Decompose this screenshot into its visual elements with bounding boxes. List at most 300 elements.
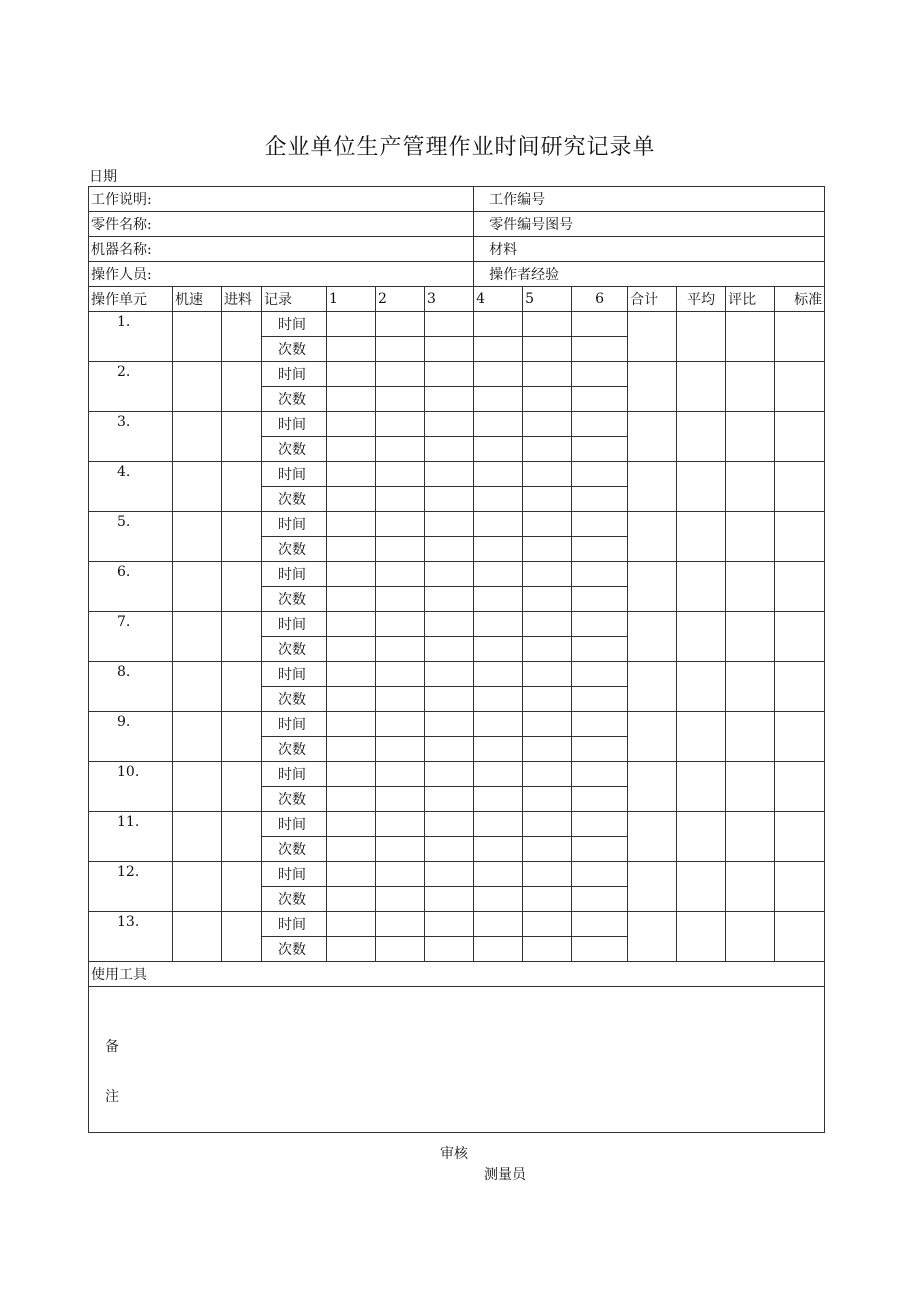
count-cell-2[interactable] bbox=[376, 737, 425, 762]
count-cell-4[interactable] bbox=[474, 937, 523, 962]
count-cell-3[interactable] bbox=[425, 637, 474, 662]
machine-speed-cell[interactable] bbox=[173, 312, 222, 362]
time-cell-5[interactable] bbox=[523, 412, 572, 437]
count-cell-4[interactable] bbox=[474, 487, 523, 512]
average-cell[interactable] bbox=[677, 412, 726, 462]
feed-cell[interactable] bbox=[222, 412, 262, 462]
count-cell-2[interactable] bbox=[376, 937, 425, 962]
time-cell-5[interactable] bbox=[523, 612, 572, 637]
operator-experience-field[interactable]: 操作者经验 bbox=[474, 262, 825, 287]
time-cell-5[interactable] bbox=[523, 662, 572, 687]
average-cell[interactable] bbox=[677, 662, 726, 712]
count-cell-3[interactable] bbox=[425, 387, 474, 412]
average-cell[interactable] bbox=[677, 612, 726, 662]
count-cell-4[interactable] bbox=[474, 687, 523, 712]
count-cell-4[interactable] bbox=[474, 887, 523, 912]
count-cell-6[interactable] bbox=[572, 687, 628, 712]
rating-cell[interactable] bbox=[726, 612, 775, 662]
surveyor-label: 测量员 bbox=[484, 1167, 526, 1183]
time-cell-5[interactable] bbox=[523, 312, 572, 337]
rating-cell[interactable] bbox=[726, 712, 775, 762]
count-cell-2[interactable] bbox=[376, 687, 425, 712]
time-cell-2[interactable] bbox=[376, 712, 425, 737]
average-cell[interactable] bbox=[677, 362, 726, 412]
time-cell-2[interactable] bbox=[376, 662, 425, 687]
count-cell-1[interactable] bbox=[327, 737, 376, 762]
count-cell-2[interactable] bbox=[376, 537, 425, 562]
standard-cell[interactable] bbox=[775, 612, 825, 662]
time-cell-5[interactable] bbox=[523, 562, 572, 587]
time-cell-2[interactable] bbox=[376, 412, 425, 437]
record-time-label: 时间 bbox=[262, 712, 327, 737]
count-cell-3[interactable] bbox=[425, 937, 474, 962]
count-cell-1[interactable] bbox=[327, 437, 376, 462]
count-cell-5[interactable] bbox=[523, 337, 572, 362]
count-cell-6[interactable] bbox=[572, 437, 628, 462]
count-cell-2[interactable] bbox=[376, 487, 425, 512]
count-cell-5[interactable] bbox=[523, 487, 572, 512]
record-count-label: 次数 bbox=[262, 787, 327, 812]
feed-cell[interactable] bbox=[222, 662, 262, 712]
count-cell-5[interactable] bbox=[523, 937, 572, 962]
time-cell-4[interactable] bbox=[474, 512, 523, 537]
time-cell-3[interactable] bbox=[425, 462, 474, 487]
machine-speed-cell[interactable] bbox=[173, 362, 222, 412]
count-cell-3[interactable] bbox=[425, 837, 474, 862]
count-cell-6[interactable] bbox=[572, 337, 628, 362]
count-cell-4[interactable] bbox=[474, 787, 523, 812]
rating-cell[interactable] bbox=[726, 362, 775, 412]
machine-speed-cell[interactable] bbox=[173, 762, 222, 812]
header-col-1: 1 bbox=[327, 287, 376, 312]
time-cell-5[interactable] bbox=[523, 462, 572, 487]
feed-cell[interactable] bbox=[222, 762, 262, 812]
count-cell-3[interactable] bbox=[425, 687, 474, 712]
time-cell-5[interactable] bbox=[523, 712, 572, 737]
total-cell[interactable] bbox=[628, 312, 677, 362]
count-cell-6[interactable] bbox=[572, 387, 628, 412]
time-cell-3[interactable] bbox=[425, 812, 474, 837]
time-cell-2[interactable] bbox=[376, 312, 425, 337]
average-cell[interactable] bbox=[677, 862, 726, 912]
header-col-4: 4 bbox=[474, 287, 523, 312]
count-cell-3[interactable] bbox=[425, 487, 474, 512]
record-time-label: 时间 bbox=[262, 862, 327, 887]
header-feed: 进料 bbox=[222, 287, 262, 312]
standard-cell[interactable] bbox=[775, 362, 825, 412]
count-cell-3[interactable] bbox=[425, 887, 474, 912]
tools-row bbox=[89, 962, 825, 987]
time-cell-2[interactable] bbox=[376, 462, 425, 487]
count-cell-6[interactable] bbox=[572, 637, 628, 662]
count-cell-4[interactable] bbox=[474, 537, 523, 562]
standard-cell[interactable] bbox=[775, 812, 825, 862]
record-time-label: 时间 bbox=[262, 662, 327, 687]
material-field[interactable]: 材料 bbox=[474, 237, 825, 262]
header-col-5: 5 bbox=[523, 287, 572, 312]
feed-cell[interactable] bbox=[222, 462, 262, 512]
time-cell-1[interactable] bbox=[327, 912, 376, 937]
header-col-6: 6 bbox=[572, 287, 628, 312]
feed-cell[interactable] bbox=[222, 512, 262, 562]
time-cell-6[interactable] bbox=[572, 662, 628, 687]
rating-cell[interactable] bbox=[726, 762, 775, 812]
count-cell-1[interactable] bbox=[327, 787, 376, 812]
average-cell[interactable] bbox=[677, 812, 726, 862]
count-cell-4[interactable] bbox=[474, 637, 523, 662]
total-cell[interactable] bbox=[628, 862, 677, 912]
total-cell[interactable] bbox=[628, 362, 677, 412]
rating-cell[interactable] bbox=[726, 812, 775, 862]
time-cell-5[interactable] bbox=[523, 862, 572, 887]
time-cell-4[interactable] bbox=[474, 662, 523, 687]
header-col-3: 3 bbox=[425, 287, 474, 312]
count-cell-1[interactable] bbox=[327, 387, 376, 412]
count-cell-5[interactable] bbox=[523, 687, 572, 712]
time-cell-4[interactable] bbox=[474, 312, 523, 337]
time-cell-6[interactable] bbox=[572, 362, 628, 387]
total-cell[interactable] bbox=[628, 812, 677, 862]
count-cell-4[interactable] bbox=[474, 337, 523, 362]
time-cell-6[interactable] bbox=[572, 762, 628, 787]
count-cell-1[interactable] bbox=[327, 637, 376, 662]
time-cell-4[interactable] bbox=[474, 812, 523, 837]
time-cell-3[interactable] bbox=[425, 712, 474, 737]
time-cell-5[interactable] bbox=[523, 912, 572, 937]
record-time-label: 时间 bbox=[262, 362, 327, 387]
average-cell[interactable] bbox=[677, 312, 726, 362]
count-cell-5[interactable] bbox=[523, 537, 572, 562]
time-study-form bbox=[88, 186, 825, 1133]
op-unit-label: 6. bbox=[89, 562, 173, 612]
count-cell-2[interactable] bbox=[376, 337, 425, 362]
feed-cell[interactable] bbox=[222, 912, 262, 962]
machine-speed-cell[interactable] bbox=[173, 562, 222, 612]
remarks-char-1: 备 bbox=[105, 1039, 119, 1055]
machine-speed-cell[interactable] bbox=[173, 412, 222, 462]
time-cell-1[interactable] bbox=[327, 612, 376, 637]
time-cell-6[interactable] bbox=[572, 512, 628, 537]
machine-speed-cell[interactable] bbox=[173, 662, 222, 712]
count-cell-1[interactable] bbox=[327, 337, 376, 362]
time-cell-2[interactable] bbox=[376, 762, 425, 787]
total-cell[interactable] bbox=[628, 412, 677, 462]
count-cell-3[interactable] bbox=[425, 787, 474, 812]
time-cell-2[interactable] bbox=[376, 362, 425, 387]
time-cell-6[interactable] bbox=[572, 312, 628, 337]
count-cell-1[interactable] bbox=[327, 487, 376, 512]
count-cell-5[interactable] bbox=[523, 787, 572, 812]
part-drawing-number-field[interactable]: 零件编号图号 bbox=[474, 212, 825, 237]
machine-speed-cell[interactable] bbox=[173, 462, 222, 512]
time-cell-3[interactable] bbox=[425, 662, 474, 687]
time-cell-4[interactable] bbox=[474, 712, 523, 737]
count-cell-5[interactable] bbox=[523, 587, 572, 612]
count-cell-6[interactable] bbox=[572, 937, 628, 962]
count-cell-5[interactable] bbox=[523, 387, 572, 412]
count-cell-2[interactable] bbox=[376, 587, 425, 612]
standard-cell[interactable] bbox=[775, 762, 825, 812]
standard-cell[interactable] bbox=[775, 912, 825, 962]
table-row bbox=[89, 312, 825, 337]
header-machine-speed: 机速 bbox=[173, 287, 222, 312]
info-row-machine bbox=[89, 237, 825, 262]
time-cell-3[interactable] bbox=[425, 612, 474, 637]
count-cell-6[interactable] bbox=[572, 887, 628, 912]
standard-cell[interactable] bbox=[775, 512, 825, 562]
count-cell-2[interactable] bbox=[376, 387, 425, 412]
count-cell-2[interactable] bbox=[376, 637, 425, 662]
total-cell[interactable] bbox=[628, 512, 677, 562]
time-cell-6[interactable] bbox=[572, 812, 628, 837]
time-cell-1[interactable] bbox=[327, 762, 376, 787]
time-cell-1[interactable] bbox=[327, 412, 376, 437]
standard-cell[interactable] bbox=[775, 562, 825, 612]
table-row bbox=[89, 712, 825, 737]
time-cell-1[interactable] bbox=[327, 862, 376, 887]
count-cell-3[interactable] bbox=[425, 337, 474, 362]
time-cell-6[interactable] bbox=[572, 862, 628, 887]
count-cell-1[interactable] bbox=[327, 937, 376, 962]
machine-speed-cell[interactable] bbox=[173, 812, 222, 862]
feed-cell[interactable] bbox=[222, 612, 262, 662]
record-time-label: 时间 bbox=[262, 412, 327, 437]
machine-speed-cell[interactable] bbox=[173, 512, 222, 562]
count-cell-6[interactable] bbox=[572, 587, 628, 612]
count-cell-3[interactable] bbox=[425, 587, 474, 612]
total-cell[interactable] bbox=[628, 662, 677, 712]
count-cell-5[interactable] bbox=[523, 637, 572, 662]
machine-name-field[interactable]: 机器名称: bbox=[89, 237, 474, 262]
op-unit-label: 8. bbox=[89, 662, 173, 712]
time-cell-4[interactable] bbox=[474, 412, 523, 437]
operations-body bbox=[89, 312, 825, 962]
count-cell-1[interactable] bbox=[327, 587, 376, 612]
time-cell-5[interactable] bbox=[523, 362, 572, 387]
time-cell-4[interactable] bbox=[474, 862, 523, 887]
rating-cell[interactable] bbox=[726, 662, 775, 712]
count-cell-2[interactable] bbox=[376, 887, 425, 912]
time-cell-1[interactable] bbox=[327, 362, 376, 387]
rating-cell[interactable] bbox=[726, 312, 775, 362]
count-cell-1[interactable] bbox=[327, 687, 376, 712]
standard-cell[interactable] bbox=[775, 412, 825, 462]
count-cell-5[interactable] bbox=[523, 887, 572, 912]
rating-cell[interactable] bbox=[726, 912, 775, 962]
record-count-label: 次数 bbox=[262, 437, 327, 462]
part-name-field[interactable]: 零件名称: bbox=[89, 212, 474, 237]
count-cell-1[interactable] bbox=[327, 837, 376, 862]
time-cell-6[interactable] bbox=[572, 712, 628, 737]
op-unit-label: 10. bbox=[89, 762, 173, 812]
count-cell-5[interactable] bbox=[523, 437, 572, 462]
time-cell-3[interactable] bbox=[425, 362, 474, 387]
time-cell-3[interactable] bbox=[425, 562, 474, 587]
time-cell-2[interactable] bbox=[376, 812, 425, 837]
time-cell-5[interactable] bbox=[523, 762, 572, 787]
table-row bbox=[89, 912, 825, 937]
time-cell-1[interactable] bbox=[327, 562, 376, 587]
rating-cell[interactable] bbox=[726, 512, 775, 562]
rating-cell[interactable] bbox=[726, 462, 775, 512]
time-cell-2[interactable] bbox=[376, 862, 425, 887]
feed-cell[interactable] bbox=[222, 862, 262, 912]
total-cell[interactable] bbox=[628, 562, 677, 612]
table-row bbox=[89, 412, 825, 437]
info-row-work bbox=[89, 187, 825, 212]
time-cell-3[interactable] bbox=[425, 862, 474, 887]
time-cell-6[interactable] bbox=[572, 562, 628, 587]
header-record: 记录 bbox=[262, 287, 327, 312]
standard-cell[interactable] bbox=[775, 662, 825, 712]
feed-cell[interactable] bbox=[222, 562, 262, 612]
count-cell-5[interactable] bbox=[523, 737, 572, 762]
record-count-label: 次数 bbox=[262, 887, 327, 912]
record-time-label: 时间 bbox=[262, 312, 327, 337]
time-cell-6[interactable] bbox=[572, 612, 628, 637]
record-count-label: 次数 bbox=[262, 387, 327, 412]
op-unit-label: 12. bbox=[89, 862, 173, 912]
count-cell-2[interactable] bbox=[376, 837, 425, 862]
rating-cell[interactable] bbox=[726, 562, 775, 612]
time-cell-4[interactable] bbox=[474, 562, 523, 587]
header-rating: 评比 bbox=[726, 287, 775, 312]
time-cell-3[interactable] bbox=[425, 762, 474, 787]
standard-cell[interactable] bbox=[775, 462, 825, 512]
time-cell-4[interactable] bbox=[474, 362, 523, 387]
count-cell-1[interactable] bbox=[327, 537, 376, 562]
remarks-char-2: 注 bbox=[105, 1089, 119, 1105]
time-cell-4[interactable] bbox=[474, 762, 523, 787]
op-unit-label: 13. bbox=[89, 912, 173, 962]
feed-cell[interactable] bbox=[222, 712, 262, 762]
time-cell-3[interactable] bbox=[425, 312, 474, 337]
average-cell[interactable] bbox=[677, 912, 726, 962]
info-row-operator bbox=[89, 262, 825, 287]
record-count-label: 次数 bbox=[262, 837, 327, 862]
total-cell[interactable] bbox=[628, 462, 677, 512]
count-cell-6[interactable] bbox=[572, 787, 628, 812]
work-number-field[interactable]: 工作编号 bbox=[474, 187, 825, 212]
time-cell-1[interactable] bbox=[327, 512, 376, 537]
time-cell-3[interactable] bbox=[425, 912, 474, 937]
time-cell-5[interactable] bbox=[523, 812, 572, 837]
average-cell[interactable] bbox=[677, 562, 726, 612]
time-cell-5[interactable] bbox=[523, 512, 572, 537]
tools-field[interactable]: 使用工具 bbox=[89, 962, 825, 987]
record-time-label: 时间 bbox=[262, 562, 327, 587]
time-cell-2[interactable] bbox=[376, 562, 425, 587]
time-cell-1[interactable] bbox=[327, 662, 376, 687]
time-cell-6[interactable] bbox=[572, 412, 628, 437]
standard-cell[interactable] bbox=[775, 712, 825, 762]
rating-cell[interactable] bbox=[726, 412, 775, 462]
header-standard: 标准 bbox=[775, 287, 825, 312]
record-count-label: 次数 bbox=[262, 337, 327, 362]
count-cell-6[interactable] bbox=[572, 737, 628, 762]
time-cell-4[interactable] bbox=[474, 612, 523, 637]
feed-cell[interactable] bbox=[222, 312, 262, 362]
time-cell-3[interactable] bbox=[425, 412, 474, 437]
remarks-field[interactable] bbox=[89, 987, 825, 1133]
work-description-field[interactable]: 工作说明: bbox=[89, 187, 474, 212]
time-cell-3[interactable] bbox=[425, 512, 474, 537]
header-average: 平均 bbox=[677, 287, 726, 312]
rating-cell[interactable] bbox=[726, 862, 775, 912]
count-cell-4[interactable] bbox=[474, 437, 523, 462]
count-cell-4[interactable] bbox=[474, 587, 523, 612]
average-cell[interactable] bbox=[677, 462, 726, 512]
count-cell-3[interactable] bbox=[425, 537, 474, 562]
table-row bbox=[89, 762, 825, 787]
standard-cell[interactable] bbox=[775, 312, 825, 362]
count-cell-3[interactable] bbox=[425, 437, 474, 462]
table-row bbox=[89, 812, 825, 837]
count-cell-5[interactable] bbox=[523, 837, 572, 862]
time-cell-1[interactable] bbox=[327, 712, 376, 737]
feed-cell[interactable] bbox=[222, 812, 262, 862]
time-cell-1[interactable] bbox=[327, 312, 376, 337]
total-cell[interactable] bbox=[628, 912, 677, 962]
header-col-2: 2 bbox=[376, 287, 425, 312]
count-cell-6[interactable] bbox=[572, 487, 628, 512]
operator-field[interactable]: 操作人员: bbox=[89, 262, 474, 287]
record-count-label: 次数 bbox=[262, 687, 327, 712]
count-cell-4[interactable] bbox=[474, 387, 523, 412]
time-cell-2[interactable] bbox=[376, 912, 425, 937]
count-cell-2[interactable] bbox=[376, 437, 425, 462]
time-cell-6[interactable] bbox=[572, 912, 628, 937]
average-cell[interactable] bbox=[677, 712, 726, 762]
record-time-label: 时间 bbox=[262, 812, 327, 837]
header-total: 合计 bbox=[628, 287, 677, 312]
time-cell-6[interactable] bbox=[572, 462, 628, 487]
count-cell-4[interactable] bbox=[474, 837, 523, 862]
time-cell-1[interactable] bbox=[327, 462, 376, 487]
op-unit-label: 1. bbox=[89, 312, 173, 362]
op-unit-label: 4. bbox=[89, 462, 173, 512]
machine-speed-cell[interactable] bbox=[173, 912, 222, 962]
time-cell-2[interactable] bbox=[376, 612, 425, 637]
machine-speed-cell[interactable] bbox=[173, 862, 222, 912]
machine-speed-cell[interactable] bbox=[173, 612, 222, 662]
total-cell[interactable] bbox=[628, 712, 677, 762]
count-cell-1[interactable] bbox=[327, 887, 376, 912]
time-cell-4[interactable] bbox=[474, 462, 523, 487]
time-cell-1[interactable] bbox=[327, 812, 376, 837]
record-count-label: 次数 bbox=[262, 587, 327, 612]
review-label: 审核 bbox=[440, 1146, 468, 1162]
record-count-label: 次数 bbox=[262, 487, 327, 512]
feed-cell[interactable] bbox=[222, 362, 262, 412]
average-cell[interactable] bbox=[677, 762, 726, 812]
record-time-label: 时间 bbox=[262, 612, 327, 637]
time-cell-2[interactable] bbox=[376, 512, 425, 537]
count-cell-6[interactable] bbox=[572, 537, 628, 562]
standard-cell[interactable] bbox=[775, 862, 825, 912]
op-unit-label: 11. bbox=[89, 812, 173, 862]
count-cell-2[interactable] bbox=[376, 787, 425, 812]
count-cell-6[interactable] bbox=[572, 837, 628, 862]
machine-speed-cell[interactable] bbox=[173, 712, 222, 762]
total-cell[interactable] bbox=[628, 762, 677, 812]
op-unit-label: 3. bbox=[89, 412, 173, 462]
count-cell-3[interactable] bbox=[425, 737, 474, 762]
average-cell[interactable] bbox=[677, 512, 726, 562]
total-cell[interactable] bbox=[628, 612, 677, 662]
count-cell-4[interactable] bbox=[474, 737, 523, 762]
time-cell-4[interactable] bbox=[474, 912, 523, 937]
